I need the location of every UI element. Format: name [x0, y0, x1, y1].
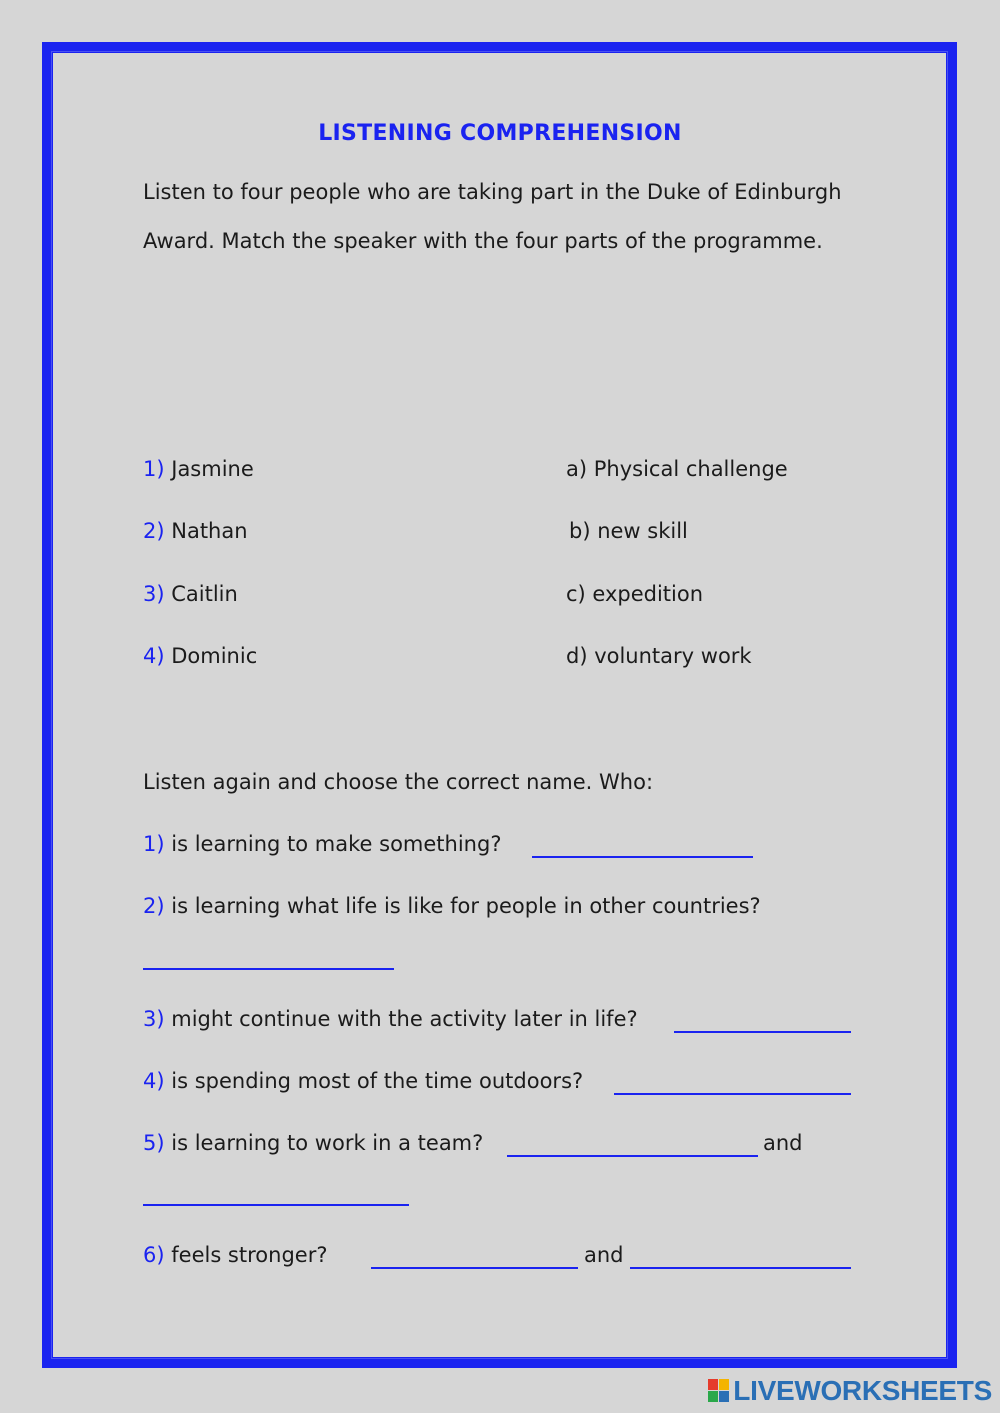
and-joiner: and [763, 1131, 803, 1155]
question-number: 3) [143, 1007, 165, 1031]
question-text: is learning what life is like for people in other countries? [171, 894, 761, 918]
question-row [143, 1007, 638, 1031]
answer-blank-5b[interactable] [143, 1204, 409, 1206]
answer-blank-6a[interactable] [371, 1267, 578, 1269]
question-text: feels stronger? [171, 1243, 328, 1267]
question-row [143, 1243, 327, 1267]
programme-part[interactable]: b) new skill [569, 519, 688, 543]
speaker-name: Caitlin [171, 582, 238, 606]
answer-blank-3[interactable] [674, 1031, 851, 1033]
worksheet-title: LISTENING COMPREHENSION [318, 121, 682, 146]
speaker-item [143, 457, 254, 481]
answer-blank-4[interactable] [614, 1093, 851, 1095]
and-joiner: and [584, 1243, 624, 1267]
question-text: is spending most of the time outdoors? [171, 1069, 584, 1093]
question-number: 2) [143, 894, 165, 918]
answer-blank-1[interactable] [532, 856, 753, 858]
question-text: might continue with the activity later in life? [171, 1007, 638, 1031]
question-number: 1) [143, 832, 165, 856]
speaker-name: Nathan [171, 519, 248, 543]
liveworksheets-logo-icon [708, 1379, 730, 1403]
speaker-item [143, 644, 257, 668]
question-text: is learning to work in a team? [171, 1131, 484, 1155]
liveworksheets-logo [708, 1375, 992, 1407]
question-number: 6) [143, 1243, 165, 1267]
speaker-name: Dominic [171, 644, 258, 668]
question-row [143, 894, 761, 918]
speaker-item [143, 582, 238, 606]
speaker-number: 4) [143, 644, 165, 668]
speaker-item [143, 519, 248, 543]
question-text: is learning to make something? [171, 832, 502, 856]
speaker-number: 2) [143, 519, 165, 543]
speaker-number: 1) [143, 457, 165, 481]
question-row [143, 832, 501, 856]
question-row [143, 1069, 583, 1093]
programme-part[interactable]: a) Physical challenge [566, 457, 788, 481]
answer-blank-2[interactable] [143, 968, 394, 970]
programme-part[interactable]: d) voluntary work [566, 644, 752, 668]
answer-blank-5a[interactable] [507, 1155, 758, 1157]
brand-name: LIVEWORKSHEETS [733, 1375, 992, 1406]
intro-paragraph: Listen to four people who are taking part in the Duke of Edinburgh Award. Match the speaker with the four parts of the programme. [143, 180, 842, 253]
question-number: 5) [143, 1131, 165, 1155]
speaker-name: Jasmine [171, 457, 254, 481]
answer-blank-6b[interactable] [630, 1267, 851, 1269]
speaker-number: 3) [143, 582, 165, 606]
section2-heading: Listen again and choose the correct name. Who: [143, 770, 654, 794]
question-number: 4) [143, 1069, 165, 1093]
question-row [143, 1131, 483, 1155]
programme-part[interactable]: c) expedition [566, 582, 704, 606]
